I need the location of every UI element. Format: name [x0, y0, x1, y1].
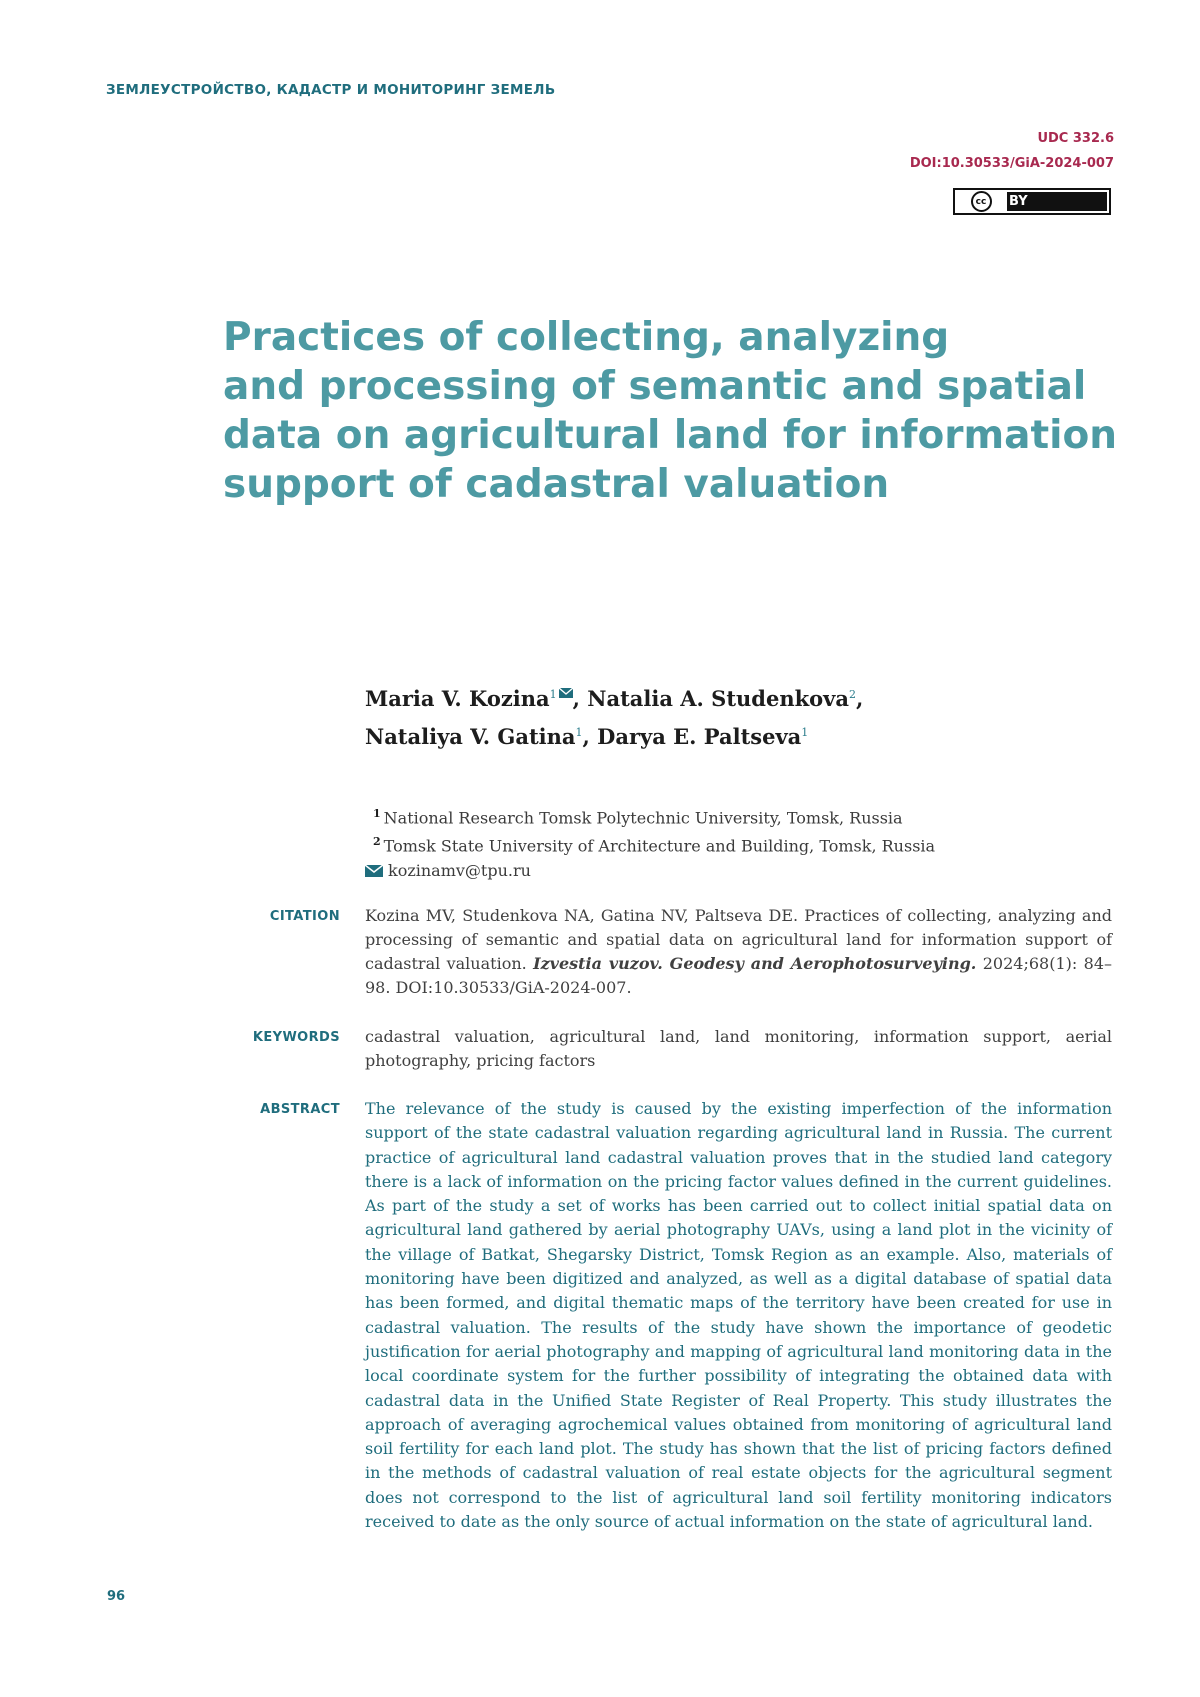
- title-line: data on agricultural land for information: [223, 413, 1118, 458]
- udc-code: UDC 332.6: [1037, 131, 1114, 146]
- mail-icon[interactable]: [559, 688, 573, 698]
- mail-icon: [365, 865, 383, 877]
- cc-by-license-badge[interactable]: [953, 188, 1111, 215]
- author-name: Natalia A. Studenkova: [587, 686, 849, 711]
- keywords-label: KEYWORDS: [252, 1030, 340, 1045]
- affiliation-item: $^2$ Tomsk State University of Architecture and Building, Tomsk, Russia: [373, 835, 936, 856]
- citation-text: Kozina MV, Studenkova NA, Gatina NV, Paltseva DE. Practices of collecting, analyzing and processing of semantic and spatial data on agricultural land for information support of cadastral valuation. Izvestia vuzov. Geodesy and Aerophotosurveying. 2024;68(1): 84–98. DOI:10.30533/GiA-2024-007.: [365, 906, 1112, 997]
- journal-section-header: ЗЕМЛЕУСТРОЙСТВО, КАДАСТР И МОНИТОРИНГ ЗЕМЕЛЬ: [106, 82, 556, 98]
- creative-commons-icon: cc: [955, 190, 1007, 213]
- citation-label: CITATION: [269, 909, 340, 924]
- affiliation-item: $^1$ National Research Tomsk Polytechnic University, Tomsk, Russia: [373, 807, 903, 828]
- page-number: 96: [107, 1589, 126, 1604]
- journal-name: Izvestia vuzov. Geodesy and Aerophotosurveying.: [533, 954, 977, 973]
- author-name: Nataliya V. Gatina: [365, 724, 576, 749]
- email-row: [365, 859, 1125, 883]
- author-list: Maria V. Kozina$^1$ , Natalia A. Studenkova$^2$, Nataliya V. Gatina$^1$, Darya E. Paltseva$^1$: [365, 686, 864, 749]
- abstract-label: ABSTRACT: [260, 1102, 340, 1117]
- affiliations: [365, 802, 1125, 883]
- affiliation-ref: 1: [549, 688, 557, 701]
- article-title: [223, 313, 1123, 509]
- keywords-text: cadastral valuation, agricultural land, land monitoring, information support, aerial photography, pricing factors: [365, 1027, 1112, 1070]
- affiliation-ref: 1: [801, 726, 809, 739]
- affiliation-ref: 1: [575, 726, 583, 739]
- email-link[interactable]: kozinamv@tpu.ru: [388, 860, 531, 880]
- title-line: support of cadastral valuation: [223, 462, 890, 507]
- title-line: and processing of semantic and spatial: [223, 364, 1087, 409]
- author-name: Maria V. Kozina: [365, 686, 550, 711]
- title-line: Practices of collecting, analyzing: [223, 315, 950, 360]
- license-by-label: BY: [1007, 192, 1107, 211]
- author-name: Darya E. Paltseva: [597, 724, 802, 749]
- abstract-text: The relevance of the study is caused by the existing imperfection of the information support of the state cadastral valuation regarding agricultural land in Russia. The current practice of agricultural land cadastral valuation proves that in the studied land category there is a lack of information on the pricing factor values defined in the current guidelines. As part of the study a set of works has been carried out to collect initial spatial data on agricultural land gathered by aerial photography UAVs, using a land plot in the vicinity of the village of Batkat, Shegarsky District, Tomsk Region as an example. Also, materials of monitoring have been digitized and analyzed, as well as a digital database of spatial data has been formed, and digital thematic maps of the territory have been created for use in cadastral valuation. The results of the study have shown the importance of geodetic justification for aerial photography and mapping of agricultural land monitoring data in the local coordinate system for the further possibility of integrating the obtained data with cadastral data in the Unified State Register of Real Property. This study illustrates the approach of averaging agrochemical values obtained from monitoring of agricultural land soil fertility for each land plot. The study has shown that the list of pricing factors defined in the methods of cadastral valuation of real estate objects for the agricultural segment does not correspond to the list of agricultural land soil fertility monitoring indicators received to date as the only source of actual information on the state of agricultural land.: [365, 1099, 1112, 1532]
- affiliation-ref: 2: [848, 688, 856, 701]
- doi-link[interactable]: DOI:10.30533/GiA-2024-007: [909, 156, 1114, 171]
